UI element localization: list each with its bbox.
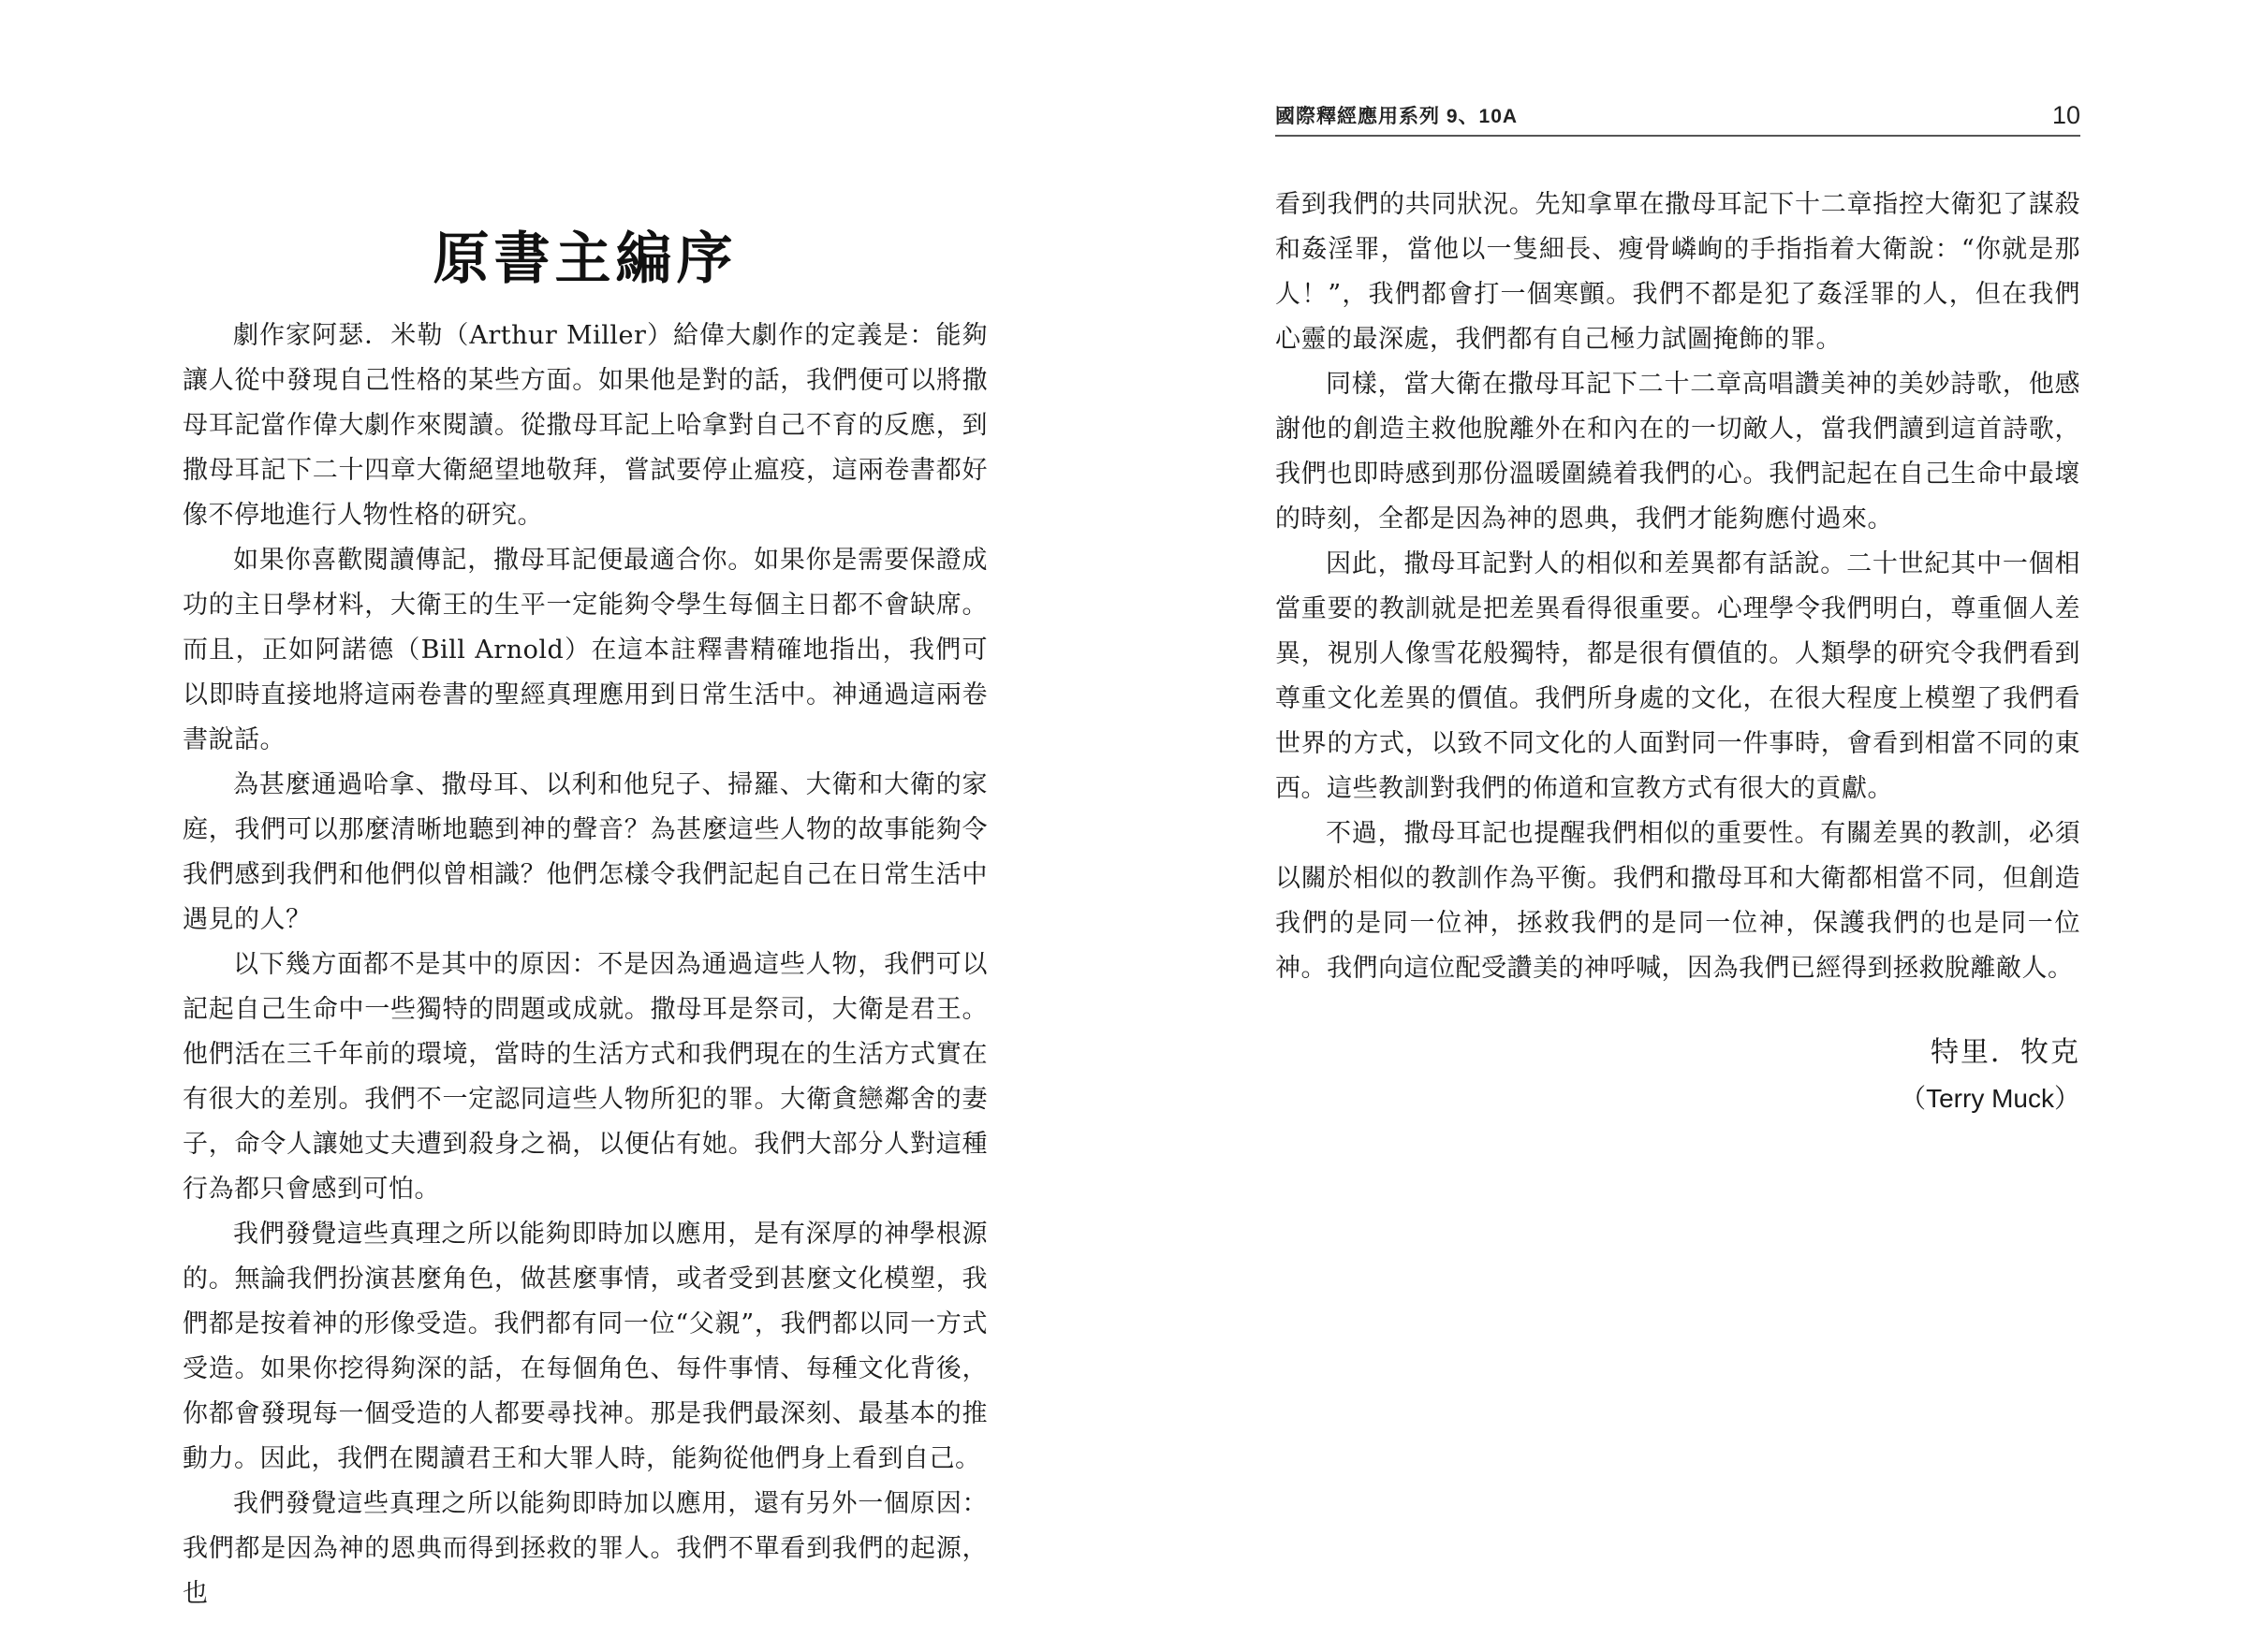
signature-block [1275,1030,2080,1121]
continued-paragraph: 看到我們的共同狀況。先知拿單在撒母耳記下十二章指控大衛犯了謀殺和姦淫罪，當他以一隻細長、瘦骨嶙峋的手指指着大衛說：“你就是那人！”，我們都會打一個寒顫。我們不都是犯了姦淫罪的人，但在我們心靈的最深處，我們都有自己極力試圖掩飾的罪。 [1275,190,2080,354]
paragraph: 同樣，當大衛在撒母耳記下二十二章高唱讚美神的美妙詩歌，他感謝他的創造主救他脫離外在和內在的一切敵人，當我們讀到這首詩歌，我們也即時感到那份溫暖圍繞着我們的心。我們記起在自己生命中最壞的時刻，全都是因為神的恩典，我們才能夠應付過來。 [1275,370,2080,534]
paragraph: 不過，撒母耳記也提醒我們相似的重要性。有關差異的教訓，必須以關於相似的教訓作為平衡。我們和撒母耳和大衛都相當不同，但創造我們的是同一位神，拯救我們的是同一位神，保護我們的也是同一位神。我們向這位配受讚美的神呼喊，因為我們已經得到拯救脫離敵人。 [1275,819,2080,983]
paragraph: 因此，撒母耳記對人的相似和差異都有話說。二十世紀其中一個相當重要的教訓就是把差異看得很重要。心理學令我們明白，尊重個人差異，視別人像雪花般獨特，都是很有價值的。人類學的研究令我們看到尊重文化差異的價值。我們所身處的文化，在很大程度上模塑了我們看世界的方式，以致不同文化的人面對同一件事時，會看到相當不同的東西。這些教訓對我們的佈道和宣教方式有很大的貢獻。 [1275,549,2080,803]
author-name: 特里．牧克 [1931,1036,2080,1069]
page-title: 原書主編序 [433,227,738,293]
running-header [1275,97,2080,137]
author-name-english: （Terry Muck） [1900,1084,2080,1113]
paragraph: 我們發覺這些真理之所以能夠即時加以應用，是有深厚的神學根源的。無論我們扮演甚麼角色，做甚麼事情，或者受到甚麼文化模塑，我們都是按着神的形像受造。我們都有同一位“父親”，我們都以同一方式受造。如果你挖得夠深的話，在每個角色、每件事情、每種文化背後，你都會發現每一個受造的人都要尋找神。那是我們最深刻、最基本的推動力。因此，我們在閱讀君王和大罪人時，能夠從他們身上看到自己。 [183,1220,988,1473]
right-page [1124,0,2247,1652]
running-title: 國際釋經應用系列 9、10A [1275,106,1519,127]
right-page-body [1275,183,2080,991]
paragraph: 劇作家阿瑟．米勒（Arthur Miller）給偉大劇作的定義是：能夠讓人從中發現自己性格的某些方面。如果他是對的話，我們便可以將撒母耳記當作偉大劇作來閱讀。從撒母耳記上哈拿對自己不育的反應，到撒母耳記下二十四章大衛絕望地敬拜，嘗試要停止瘟疫，這兩卷書都好像不停地進行人物性格的研究。 [183,321,988,530]
paragraph: 我們發覺這些真理之所以能夠即時加以應用，還有另外一個原因：我們都是因為神的恩典而得到拯救的罪人。我們不單看到我們的起源，也 [183,1489,988,1608]
paragraph: 為甚麼通過哈拿、撒母耳、以利和他兒子、掃羅、大衛和大衛的家庭，我們可以那麼清晰地聽到神的聲音？為甚麼這些人物的故事能夠令我們感到我們和他們似曾相識？他們怎樣令我們記起自己在日常生活中遇見的人？ [183,770,988,934]
page-number: 10 [2051,101,2080,129]
paragraph: 如果你喜歡閱讀傳記，撒母耳記便最適合你。如果你是需要保證成功的主日學材料，大衛王的生平一定能夠令學生每個主日都不會缺席。而且，正如阿諾德（Bill Arnold）在這本註釋書精確地指出，我們可以即時直接地將這兩卷書的聖經真理應用到日常生活中。神通過這兩卷書說話。 [183,546,988,754]
paragraph: 以下幾方面都不是其中的原因：不是因為通過這些人物，我們可以記起自己生命中一些獨特的問題或成就。撒母耳是祭司，大衛是君王。他們活在三千年前的環境，當時的生活方式和我們現在的生活方式實在有很大的差別。我們不一定認同這些人物所犯的罪。大衛貪戀鄰舍的妻子，命令人讓她丈夫遭到殺身之禍，以便佔有她。我們大部分人對這種行為都只會感到可怕。 [183,950,988,1204]
left-page-body [183,314,988,1616]
